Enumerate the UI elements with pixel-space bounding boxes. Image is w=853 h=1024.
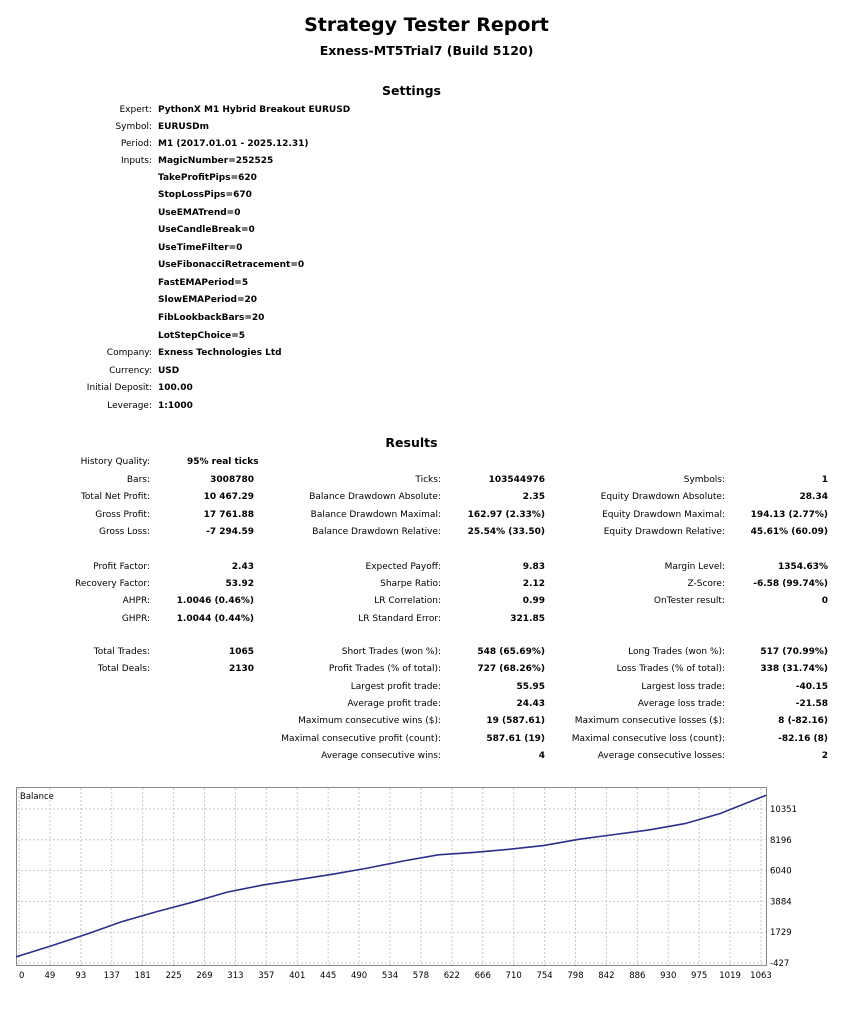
result-value: 321.85 [510, 614, 545, 624]
result-label: Profit Factor: [93, 562, 150, 572]
result-value: 17 761.88 [203, 510, 254, 520]
expert-value: PythonX M1 Hybrid Breakout EURUSD [158, 105, 351, 115]
x-tick-label: 1019 [719, 971, 741, 981]
result-label: Maximum consecutive wins ($): [298, 716, 441, 726]
result-label: Largest profit trade: [350, 682, 441, 692]
y-tick-label: 1729 [770, 928, 792, 939]
x-tick-label: 490 [350, 971, 368, 981]
x-tick-label: 225 [165, 971, 182, 981]
result-value: 2.43 [231, 562, 254, 572]
result-label: Ticks: [415, 475, 441, 485]
result-value: 1.0044 (0.44%) [176, 614, 254, 624]
expert-label: Expert: [119, 105, 152, 115]
settings-heading: Settings [381, 83, 441, 98]
result-label: Average loss trade: [637, 699, 725, 709]
result-label: Recovery Factor: [74, 579, 150, 589]
x-tick-label: 445 [320, 971, 337, 981]
result-value: 548 (65.69%) [477, 647, 545, 657]
input-param: UseTimeFilter=0 [158, 243, 243, 253]
chart-frame [17, 788, 767, 966]
result-value: 338 (31.74%) [760, 664, 828, 674]
result-label: Sharpe Ratio: [380, 579, 441, 589]
result-value: 3008780 [210, 475, 254, 485]
input-param: UseEMATrend=0 [158, 208, 241, 218]
chart-title: Balance [20, 792, 54, 802]
result-value: 517 (70.99%) [760, 647, 828, 657]
y-tick-label: 3884 [770, 897, 792, 908]
result-value: 45.61% (60.09) [750, 527, 828, 537]
x-tick-label: 1063 [750, 971, 772, 981]
x-tick-label: 930 [660, 971, 677, 981]
result-label: Total Deals: [97, 664, 150, 674]
result-label: Margin Level: [664, 562, 725, 572]
result-label: Symbols: [683, 475, 725, 485]
result-value: -40.15 [795, 682, 828, 692]
result-value: 28.34 [799, 492, 828, 502]
result-label: Largest loss trade: [641, 682, 725, 692]
result-label: GHPR: [121, 614, 150, 624]
currency-label: Currency: [109, 366, 152, 376]
result-label: Balance Drawdown Absolute: [309, 492, 441, 502]
x-tick-label: 534 [381, 971, 399, 981]
y-axis-ticks [770, 805, 797, 969]
result-value: 2.35 [522, 492, 545, 502]
input-param: FibLookbackBars=20 [158, 313, 265, 323]
history-quality-label: History Quality: [80, 457, 150, 467]
result-value: 727 (68.26%) [477, 664, 545, 674]
result-label: Total Net Profit: [80, 492, 150, 502]
x-tick-label: 0 [19, 971, 25, 981]
result-label: Expected Payoff: [365, 562, 441, 572]
result-value: -6.58 (99.74%) [753, 579, 828, 589]
balance-chart [16, 787, 840, 983]
result-label: LR Standard Error: [358, 614, 441, 624]
result-value: 162.97 (2.33%) [467, 510, 545, 520]
x-tick-label: 754 [536, 971, 553, 981]
result-label: Maximal consecutive loss (count): [571, 734, 725, 744]
period-label: Period: [120, 139, 152, 149]
result-label: Average consecutive losses: [597, 751, 725, 761]
y-tick-label: 6040 [770, 866, 792, 877]
result-label: Maximal consecutive profit (count): [281, 734, 441, 744]
result-value: 8 (-82.16) [778, 716, 828, 726]
result-value: 24.43 [516, 699, 545, 709]
result-label: Bars: [126, 475, 150, 485]
result-value: 10 467.29 [203, 492, 254, 502]
x-tick-label: 181 [134, 971, 151, 981]
result-label: Equity Drawdown Maximal: [602, 510, 725, 520]
input-param: LotStepChoice=5 [158, 331, 246, 341]
result-value: 0 [821, 596, 828, 606]
result-value: 2.12 [522, 579, 545, 589]
result-label: Average consecutive wins: [321, 751, 441, 761]
x-axis-ticks [19, 971, 772, 981]
leverage-label: Leverage: [107, 401, 152, 411]
result-value: 1.0046 (0.46%) [176, 596, 254, 606]
y-tick-label: -427 [770, 959, 790, 969]
report-title: Strategy Tester Report [304, 14, 549, 36]
result-label: Maximum consecutive losses ($): [574, 716, 725, 726]
result-label: Average profit trade: [347, 699, 441, 709]
input-param: MagicNumber=252525 [158, 156, 274, 166]
result-label: Gross Loss: [99, 527, 150, 537]
x-tick-label: 313 [227, 971, 244, 981]
result-value: 25.54% (33.50) [467, 527, 545, 537]
result-label: AHPR: [122, 596, 150, 606]
company-value: Exness Technologies Ltd [158, 348, 282, 358]
result-value: 1 [821, 475, 828, 485]
result-label: OnTester result: [653, 596, 725, 606]
result-value: 2130 [228, 664, 254, 674]
result-value: 1065 [228, 647, 254, 657]
x-tick-label: 137 [103, 971, 120, 981]
results-heading: Results [385, 435, 438, 450]
x-tick-label: 798 [567, 971, 584, 981]
result-label: Loss Trades (% of total): [616, 664, 725, 674]
input-param: TakeProfitPips=620 [158, 173, 257, 183]
x-tick-label: 93 [75, 971, 87, 981]
x-tick-label: 886 [629, 971, 646, 981]
result-value: 9.83 [522, 562, 545, 572]
result-label: Gross Profit: [95, 510, 150, 520]
result-label: Balance Drawdown Relative: [312, 527, 441, 537]
result-value: 1354.63% [777, 562, 828, 572]
report-subtitle: Exness-MT5Trial7 (Build 5120) [319, 43, 534, 58]
result-value: 587.61 (19) [486, 734, 545, 744]
x-tick-label: 666 [474, 971, 491, 981]
result-label: Total Trades: [93, 647, 150, 657]
input-param: SlowEMAPeriod=20 [158, 295, 258, 305]
deposit-label: Initial Deposit: [86, 383, 152, 393]
result-value: 55.95 [516, 682, 545, 692]
x-tick-label: 401 [289, 971, 306, 981]
period-value: M1 (2017.01.01 - 2025.12.31) [158, 139, 309, 149]
history-quality-value: 95% real ticks [187, 457, 259, 467]
result-label: Equity Drawdown Absolute: [600, 492, 725, 502]
result-value: 194.13 (2.77%) [750, 510, 828, 520]
result-value: -82.16 (8) [778, 734, 828, 744]
deposit-value: 100.00 [158, 383, 193, 393]
x-tick-label: 49 [44, 971, 56, 981]
result-value: 2 [821, 751, 828, 761]
input-param: FastEMAPeriod=5 [158, 278, 249, 288]
result-value: 4 [538, 751, 545, 761]
result-label: Short Trades (won %): [341, 647, 441, 657]
x-tick-label: 842 [598, 971, 615, 981]
result-label: Z-Score: [687, 579, 725, 589]
x-tick-label: 357 [258, 971, 275, 981]
company-label: Company: [106, 348, 152, 358]
inputs-label: Inputs: [120, 156, 152, 166]
result-label: Long Trades (won %): [628, 647, 725, 657]
result-label: LR Correlation: [374, 596, 441, 606]
y-tick-label: 8196 [770, 835, 792, 846]
result-value: -21.58 [795, 699, 828, 709]
result-label: Profit Trades (% of total): [328, 664, 441, 674]
result-label: Balance Drawdown Maximal: [310, 510, 441, 520]
x-tick-label: 710 [505, 971, 522, 981]
result-value: -7 294.59 [206, 527, 254, 537]
result-value: 53.92 [225, 579, 254, 589]
symbol-label: Symbol: [115, 122, 152, 132]
result-value: 103544976 [488, 475, 545, 485]
input-param: StopLossPips=670 [158, 190, 252, 200]
symbol-value: EURUSDm [158, 122, 210, 132]
leverage-value: 1:1000 [158, 401, 193, 411]
result-value: 0.99 [522, 596, 545, 606]
result-value: 19 (587.61) [486, 716, 545, 726]
result-label: Equity Drawdown Relative: [603, 527, 725, 537]
x-tick-label: 578 [412, 971, 430, 981]
currency-value: USD [158, 366, 180, 376]
x-tick-label: 622 [443, 971, 460, 981]
input-param: UseCandleBreak=0 [158, 225, 255, 235]
input-param: UseFibonacciRetracement=0 [158, 260, 305, 270]
y-tick-label: 10351 [770, 805, 798, 815]
x-tick-label: 975 [691, 971, 708, 981]
x-tick-label: 269 [196, 971, 213, 981]
